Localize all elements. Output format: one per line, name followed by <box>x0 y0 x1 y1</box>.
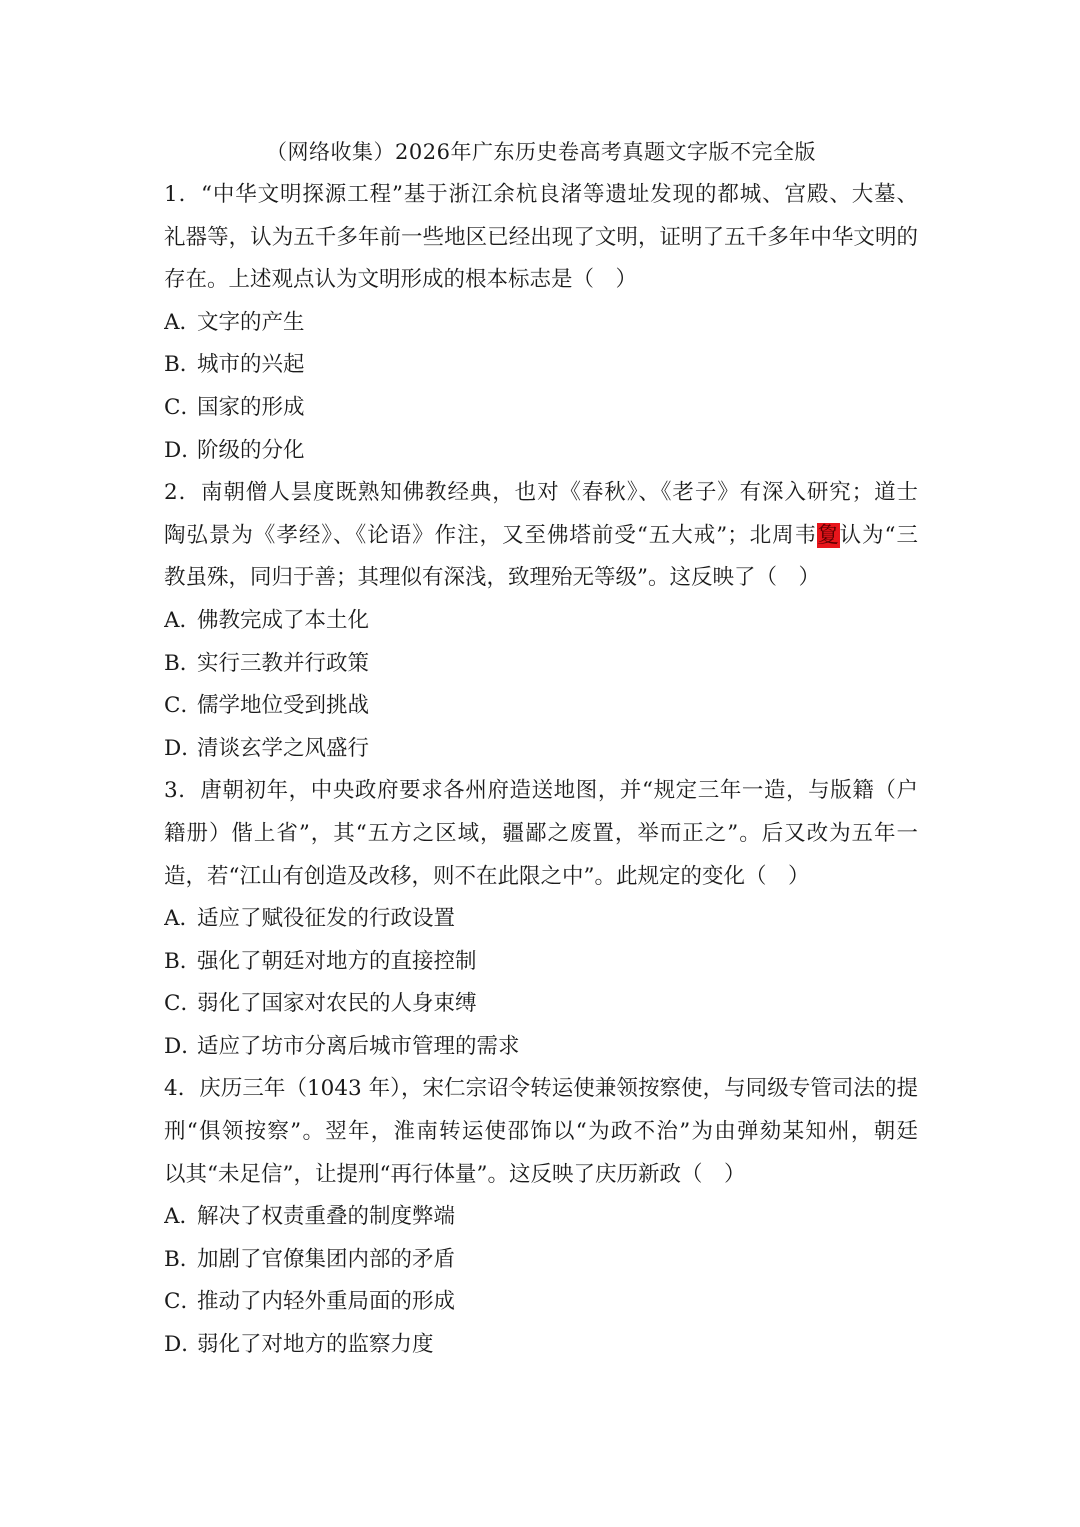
option-text: 解决了权责重叠的制度弊端 <box>197 1204 456 1230</box>
question-1-line-2: 礼器等，认为五千多年前一些地区已经出现了文明，证明了五千多年中华文明的 <box>164 224 918 250</box>
question-3-option-d <box>164 1026 918 1069</box>
question-2-line-1: 2．南朝僧人昙度既熟知佛教经典，也对《春秋》、《老子》有深入研究；道士 <box>164 480 918 506</box>
option-text: 适应了赋役征发的行政设置 <box>197 906 456 932</box>
option-letter: B． <box>164 650 202 676</box>
question-3-option-b <box>164 941 918 984</box>
question-2-line-2-tail: 认为“三 <box>839 522 918 548</box>
question-2-option-b <box>164 643 918 686</box>
question-2-line-2-head: 陶弘景为《孝经》、《论语》作注，又至佛塔前受“五大戒”；北周韦 <box>164 522 818 548</box>
question-1-line-3: 存在。上述观点认为文明形成的根本标志是（ ） <box>164 267 638 293</box>
question-4-line-3: 以其“未足信”，让提刑“再行体量”。这反映了庆历新政（ ） <box>164 1161 746 1187</box>
option-letter: A． <box>164 906 202 932</box>
option-letter: C． <box>164 991 202 1017</box>
option-text: 推动了内轻外重局面的形成 <box>197 1289 456 1315</box>
option-text: 弱化了对地方的监察力度 <box>197 1332 434 1358</box>
question-2-option-d <box>164 728 918 771</box>
question-1-option-a <box>164 302 918 345</box>
option-letter: B． <box>164 352 202 378</box>
question-3-line-1: 3．唐朝初年，中央政府要求各州府造送地图，并“规定三年一造，与版籍（户 <box>164 778 918 804</box>
option-text: 加剧了官僚集团内部的矛盾 <box>197 1246 456 1272</box>
question-3-line-3: 造，若“江山有创造及改移，则不在此限之中”。此规定的变化（ ） <box>164 863 810 889</box>
question-4-option-a <box>164 1196 918 1239</box>
question-4-option-b <box>164 1239 918 1282</box>
option-text: 弱化了国家对农民的人身束缚 <box>197 991 477 1017</box>
question-1-option-c <box>164 387 918 430</box>
question-3-line-2: 籍册）偕上省”，其“五方之区域，疆鄙之废置，举而正之”。后又改为五年一 <box>164 820 918 846</box>
question-4-line-1: 4．庆历三年（1043 年），宋仁宗诏令转运使兼领按察使，与同级专管司法的提 <box>164 1076 918 1102</box>
highlighted-character: 夐 <box>817 522 840 548</box>
option-letter: A． <box>164 1204 202 1230</box>
question-3-option-a <box>164 898 918 941</box>
option-letter: B． <box>164 948 202 974</box>
question-2-option-c <box>164 685 918 728</box>
option-text: 适应了坊市分离后城市管理的需求 <box>197 1033 520 1059</box>
option-letter: D． <box>164 1332 203 1358</box>
question-3-option-c <box>164 983 918 1026</box>
option-letter: C． <box>164 1289 202 1315</box>
option-text: 文字的产生 <box>197 309 305 335</box>
exam-page <box>164 132 918 1367</box>
option-text: 清谈玄学之风盛行 <box>197 735 370 761</box>
question-3 <box>164 770 918 1068</box>
option-letter: D． <box>164 1033 203 1059</box>
option-text: 城市的兴起 <box>197 352 305 378</box>
question-2-option-a <box>164 600 918 643</box>
question-4 <box>164 1068 918 1366</box>
option-letter: D． <box>164 437 203 463</box>
option-text: 实行三教并行政策 <box>197 650 370 676</box>
document-title: （网络收集）2026年广东历史卷高考真题文字版不完全版 <box>266 140 816 164</box>
question-1-line-1: 1．“中华文明探源工程”基于浙江余杭良渚等遗址发现的都城、宫殿、大墓、 <box>164 182 918 207</box>
option-text: 强化了朝廷对地方的直接控制 <box>197 948 477 974</box>
option-letter: B． <box>164 1246 202 1272</box>
option-text: 佛教完成了本土化 <box>197 607 370 633</box>
question-4-line-2: 刑“俱领按察”。翌年，淮南转运使邵饰以“为政不治”为由弹劾某知州，朝廷 <box>164 1119 918 1145</box>
question-1 <box>164 174 918 472</box>
question-2-line-3: 教虽殊，同归于善；其理似有深浅，致理殆无等级”。这反映了（ ） <box>164 565 820 591</box>
question-4-option-d <box>164 1324 918 1367</box>
question-2-line-2 <box>164 515 918 558</box>
question-1-option-b <box>164 344 918 387</box>
option-letter: A． <box>164 309 202 335</box>
option-text: 儒学地位受到挑战 <box>197 693 370 719</box>
option-text: 阶级的分化 <box>197 437 305 463</box>
option-letter: D． <box>164 735 203 761</box>
option-text: 国家的形成 <box>197 394 305 420</box>
option-letter: C． <box>164 693 202 719</box>
option-letter: A． <box>164 607 202 633</box>
question-1-option-d <box>164 430 918 473</box>
question-4-option-c <box>164 1281 918 1324</box>
option-letter: C． <box>164 394 202 420</box>
question-2 <box>164 472 918 770</box>
